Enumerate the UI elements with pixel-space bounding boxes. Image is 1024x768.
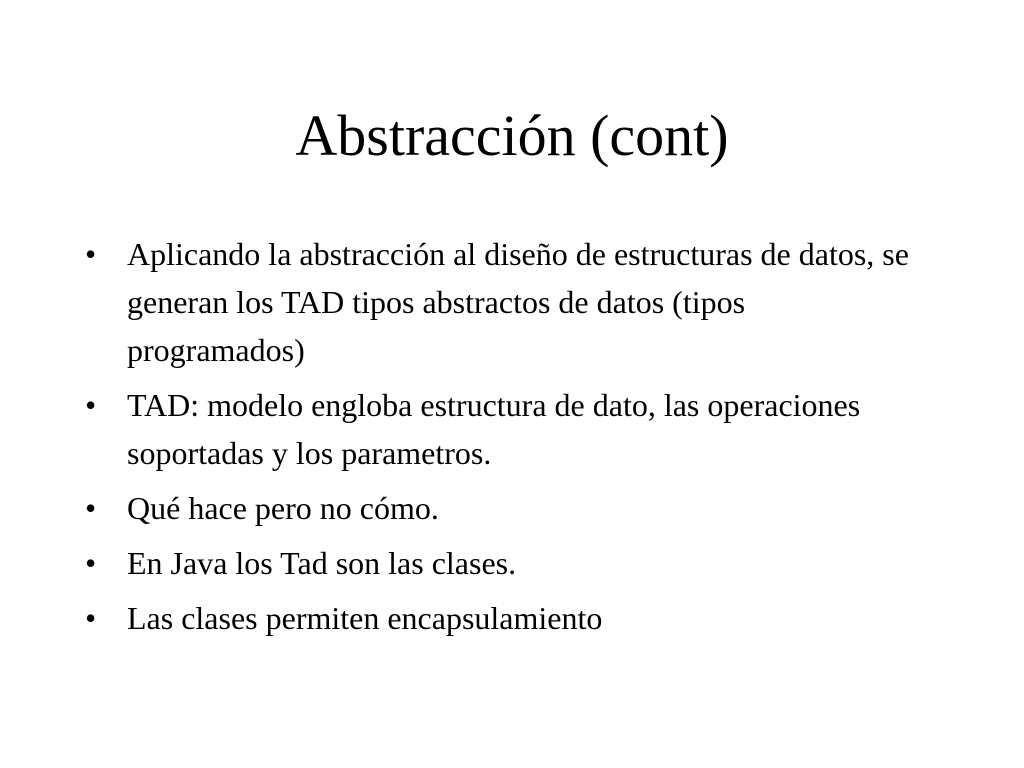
bullet-text: Aplicando la abstracción al diseño de estructuras de datos, se generan los TAD tipos abstractos de datos (tipos programados) xyxy=(127,236,909,368)
bullet-item xyxy=(85,484,925,532)
bullet-marker: • xyxy=(85,387,97,423)
bullet-text: TAD: modelo engloba estructura de dato, las operaciones soportadas y los parametros. xyxy=(127,387,861,471)
bullet-marker: • xyxy=(85,545,97,581)
bullet-text: Las clases permiten encapsulamiento xyxy=(127,600,603,636)
bullet-item xyxy=(85,594,925,642)
bullet-marker: • xyxy=(85,490,97,526)
slide-title: Abstracción (cont) xyxy=(295,103,729,168)
bullet-text: Qué hace pero no cómo. xyxy=(127,490,439,526)
bullet-marker: • xyxy=(85,600,97,636)
bullet-text: En Java los Tad son las clases. xyxy=(127,545,517,581)
bullet-item xyxy=(85,539,925,587)
bullet-item xyxy=(85,381,925,477)
bullet-list xyxy=(85,230,925,649)
bullet-item xyxy=(85,230,925,374)
bullet-marker: • xyxy=(85,236,97,272)
